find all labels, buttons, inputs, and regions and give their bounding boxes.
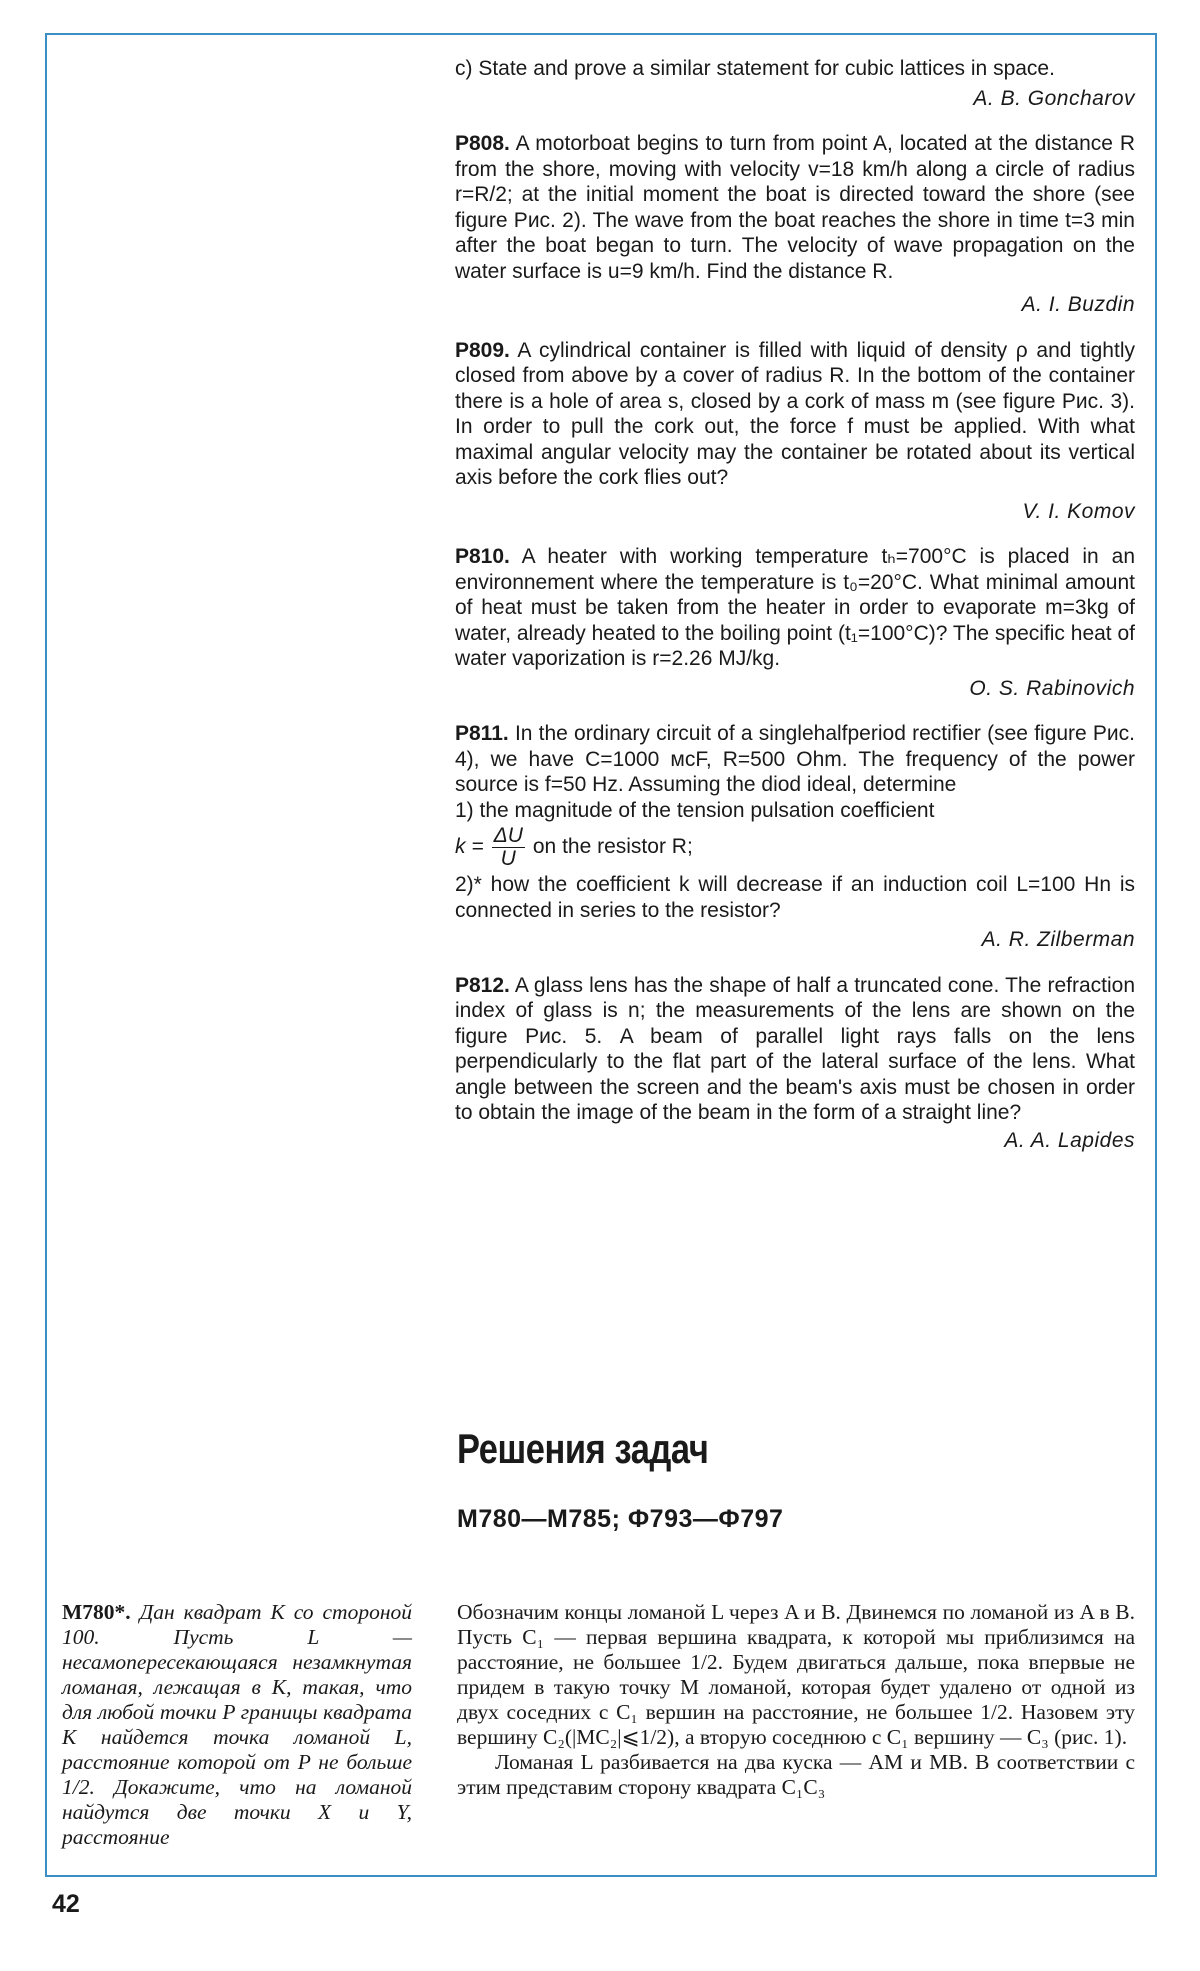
problem-id: P808. xyxy=(455,132,510,155)
problem-text: A cylindrical container is filled with liquid of density ρ and tightly closed from above by a cover of radius R. In the bottom of the container there is a hole of area s, closed by a cork of mass m (see figure Рис. 3). In order to pull the cork out, the force f must be applied. With what maximal angular velocity may the container be rotated about its vertical axis before the cork flies out? xyxy=(455,338,1135,489)
p811-formula xyxy=(455,825,1135,870)
section-title: Решения задач xyxy=(457,1425,709,1472)
problem-p809 xyxy=(455,338,1135,525)
problem-p810 xyxy=(455,544,1135,701)
solution-paragraph: Ломаная L разбивается на два куска — AM и MB. В соответствии с этим представим сторону квадрата C₁C₃ xyxy=(457,1750,1135,1799)
author: A. R. Zilberman xyxy=(981,928,1135,951)
author: V. I. Komov xyxy=(1022,499,1135,523)
problem-p808 xyxy=(455,131,1135,318)
solution-paragraph: Обозначим концы ломаной L через A и B. Двинемся по ломаной из A в B. Пусть C₁ — первая вершина квадрата, к которой мы приблизимся на расстояние, не большее 1/2. Будем двигаться дальше, пока впервые не придем в такую точку M ломаной, которая будет удалено от одной из двух соседних с C₁ вершин на расстояние, не большее 1/2. Назовем эту вершину C₂(|MC₂|⩽1/2), а вторую соседнюю с C₁ вершину — C₃ (рис. 1). xyxy=(457,1600,1135,1749)
problem-id: P811. xyxy=(455,722,509,745)
p811-item1: 1) the magnitude of the tension pulsation coefficient xyxy=(455,798,935,822)
problem-text: In the ordinary circuit of a singlehalfperiod rectifier (see figure Рис. 4), we have C=1000 мcF, R=500 Ohm. The frequency of the power source is f=50 Hz. Assuming the diod ideal, determine xyxy=(455,722,1135,796)
problem-p811 xyxy=(455,721,1135,953)
m780-solution xyxy=(457,1600,1135,1800)
p811-item2: 2)* how the coefficient k will decrease if an induction coil L=100 Hn is connected in series to the resistor? xyxy=(455,873,1135,922)
fraction-denominator: U xyxy=(500,847,516,870)
problem-text: A heater with working temperature tₕ=700°C is placed in an environnement where the temperature is t₀=20°C. What minimal amount of heat must be taken from the heater in order to evaporate m=3kg of water, already heated to the boiling point (t₁=100°C)? The specific heat of water vaporization is r=2.26 MJ/kg. xyxy=(455,545,1135,670)
continuation-text: c) State and prove a similar statement for cubic lattices in space. xyxy=(455,57,1055,80)
problem-id: P810. xyxy=(455,545,510,568)
item1-tail: on the resistor R; xyxy=(532,835,693,859)
continuation-block xyxy=(455,56,1135,111)
fraction-numerator: ΔU xyxy=(493,824,523,847)
problems-column xyxy=(455,56,1135,1153)
problem-text: A glass lens has the shape of half a truncated cone. The refraction index of glass is n; the measurements of the lens are shown on the figure Рис. 5. A beam of parallel light rays falls on the lens perpendicularly to the flat part of the lateral surface of the lens. What angle between the screen and the beam's axis must be chosen in order to obtain the image of the beam in the form of a straight line? xyxy=(455,973,1135,1124)
author: A. B. Goncharov xyxy=(973,86,1135,110)
problem-text: A motorboat begins to turn from point A, located at the distance R from the shore, moving with velocity v=18 km/h along a circle of radius r=R/2; at the initial moment the boat is directed toward the shore (see figure Рис. 2). The wave from the boat reaches the shore in time t=3 min after the boat began to turn. The velocity of wave propagation on the water surface is u=9 km/h. Find the distance R. xyxy=(455,132,1135,283)
problem-id: P812. xyxy=(455,973,510,997)
statement-text: Дан квадрат K со стороной 100. Пусть L — несамопересекающаяся незамкнутая ломаная, лежащая в K, такая, что для любой точки P границы квадрата K найдется точка ломаной L, расстояние которой от P не больше 1/2. Докажите, что на ломаной найдутся две точки X и Y, расстояние xyxy=(62,1600,412,1849)
problem-id: P809. xyxy=(455,338,510,362)
section-subtitle: M780—M785; Ф793—Ф797 xyxy=(457,1505,784,1533)
m780-statement xyxy=(62,1600,412,1850)
problem-p812 xyxy=(455,973,1135,1154)
page-number: 42 xyxy=(52,1890,80,1918)
k-prefix: k = xyxy=(455,835,484,859)
problem-label: M780*. xyxy=(62,1600,131,1624)
fraction xyxy=(492,825,525,870)
author: A. I. Buzdin xyxy=(1021,293,1135,316)
author: O. S. Rabinovich xyxy=(969,676,1135,700)
author: A. A. Lapides xyxy=(1004,1128,1135,1152)
